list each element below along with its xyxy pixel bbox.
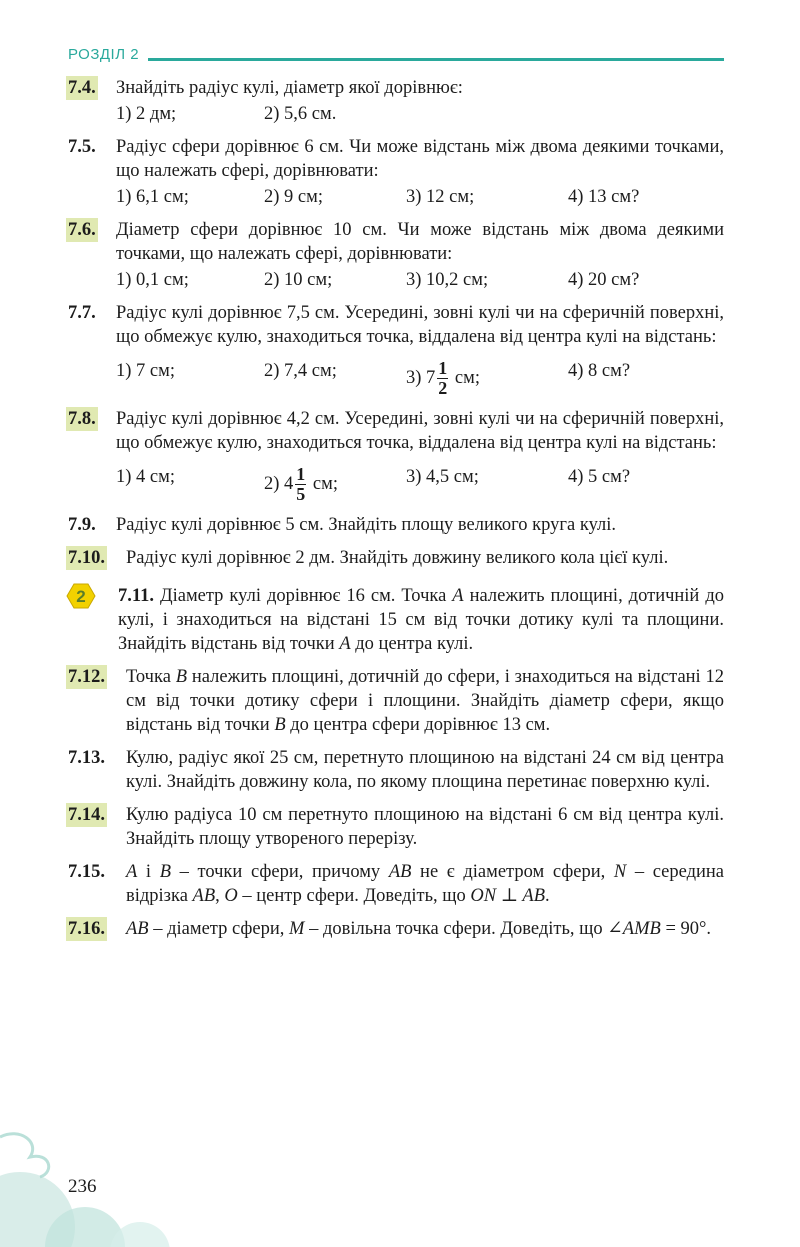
problem-number: 7.5. (68, 137, 96, 157)
option: 4) 8 см? (568, 361, 631, 381)
problem-text: Радіус кулі дорівнює 7,5 см. Усередині, зовні кулі чи на сферичній поверхні, що обмежує кулю, знаходиться точка, віддалена від центра кулі на відстань: (116, 303, 724, 347)
problem-number: 7.12. (68, 667, 105, 687)
problem-7-6 (68, 218, 724, 292)
problem-number: 7.10. (68, 548, 105, 568)
fraction-denominator: 2 (438, 378, 448, 398)
option: 1) 0,1 см; (116, 270, 189, 290)
options (116, 465, 724, 504)
option: 2) 9 см; (264, 187, 323, 207)
fraction-numerator: 1 (438, 358, 448, 378)
option: 4) 20 см? (568, 270, 640, 290)
option: 3) 12 см; (406, 187, 475, 207)
level-badge-icon (66, 583, 96, 609)
problem-7-12 (68, 665, 724, 737)
option: 1) 6,1 см; (116, 187, 189, 207)
option: 2) 7,4 см; (264, 361, 337, 381)
problem-7-13 (68, 746, 724, 794)
problem-text: Знайдіть радіус кулі, діаметр якої дорівнює: (116, 78, 463, 98)
problem-number: 7.16. (68, 919, 105, 939)
header-rule (148, 58, 724, 61)
problem-number: 7.9. (68, 515, 96, 535)
section-title: РОЗДІЛ 2 (68, 46, 140, 63)
problem-7-15 (68, 860, 724, 908)
problem-number: 7.7. (68, 303, 96, 323)
section-header (68, 44, 724, 66)
option-mixed-fraction (406, 359, 568, 398)
problem-text: Діаметр сфери дорівнює 10 см. Чи може відстань між двома деякими точками, що належать сфері, дорівнювати: (116, 220, 724, 264)
problem-text: Радіус кулі дорівнює 2 дм. Знайдіть довжину великого кола цієї кулі. (126, 548, 669, 568)
option-suffix: см; (312, 473, 338, 494)
problem-number: 7.4. (68, 78, 96, 98)
option: 1) 2 дм; (116, 104, 177, 124)
options (116, 102, 724, 126)
option: 2) 10 см; (264, 270, 333, 290)
option: 4) 5 см? (568, 467, 631, 487)
problem-text: AB – діаметр сфери, M – довільна точка сфери. Доведіть, що ∠AMB = 90°. (126, 919, 712, 939)
problem-7-9 (68, 513, 724, 537)
fraction-denominator: 5 (296, 484, 306, 504)
option-prefix: 3) 7 (406, 367, 436, 388)
problem-number: 7.8. (68, 409, 96, 429)
problem-text: Кулю радіуса 10 см перетнуто площиною на відстані 6 см від центра кулі. Знайдіть площу утвореного перерізу. (126, 805, 724, 849)
problem-text: A і B – точки сфери, причому AB не є діаметром сфери, N – середина відрізка AB, O – центр сфери. Доведіть, що ON ⊥ AB. (126, 862, 724, 906)
problem-7-14 (68, 803, 724, 851)
problem-text: Точка B належить площині, дотичній до сфери, і знаходиться на відстані 12 см від точки дотику сфери і площини. Знайдіть діаметр сфери, якщо відстань від точки B до центра сфери дорівнює 13 см. (126, 667, 724, 735)
problem-7-5 (68, 135, 724, 209)
fraction (295, 465, 306, 504)
problem-7-11 (68, 584, 724, 656)
option-prefix: 2) 4 (264, 473, 294, 494)
problem-7-7 (68, 301, 724, 398)
problem-text: Радіус кулі дорівнює 4,2 см. Усередині, зовні кулі чи на сферичній поверхні, що обмежує кулю, знаходиться точка, віддалена від центра кулі на відстань: (116, 409, 724, 453)
options (116, 268, 724, 292)
problem-number: 7.6. (68, 220, 96, 240)
problem-number: 7.14. (68, 805, 105, 825)
option: 3) 10,2 см; (406, 270, 489, 290)
problem-7-8 (68, 407, 724, 504)
problem-7-16 (68, 917, 724, 941)
problem-text: Радіус кулі дорівнює 5 см. Знайдіть площу великого круга кулі. (116, 515, 616, 535)
option: 2) 5,6 см. (264, 104, 337, 124)
problem-text: Радіус сфери дорівнює 6 см. Чи може відстань між двома деякими точками, що належать сфері, дорівнювати: (116, 137, 724, 181)
level-number: 2 (76, 587, 86, 606)
option-mixed-fraction (264, 465, 406, 504)
option: 1) 4 см; (116, 467, 175, 487)
option: 1) 7 см; (116, 361, 175, 381)
fraction (437, 359, 448, 398)
problem-text: Діаметр кулі дорівнює 16 см. Точка A належить площині, дотичній до кулі, і знаходиться на відстані 15 см від точки дотику кулі та площини. Знайдіть відстань від точки A до центра кулі. (118, 586, 724, 654)
problem-number: 7.13. (68, 748, 105, 768)
fraction-numerator: 1 (296, 464, 306, 484)
problem-number: 7.11. (118, 586, 154, 606)
problem-text: Кулю, радіус якої 25 см, перетнуто площиною на відстані 24 см від центра кулі. Знайдіть довжину кола, по якому площина перетинає поверхню кулі. (126, 748, 724, 792)
problem-7-10 (68, 546, 724, 570)
problem-number: 7.15. (68, 862, 105, 882)
option: 3) 4,5 см; (406, 467, 479, 487)
problems-list (68, 76, 724, 950)
page-number: 236 (68, 1176, 97, 1197)
option: 4) 13 см? (568, 187, 640, 207)
options (116, 359, 724, 398)
option-suffix: см; (454, 367, 480, 388)
options (116, 185, 724, 209)
problem-7-4 (68, 76, 724, 126)
corner-decoration (0, 1097, 170, 1247)
